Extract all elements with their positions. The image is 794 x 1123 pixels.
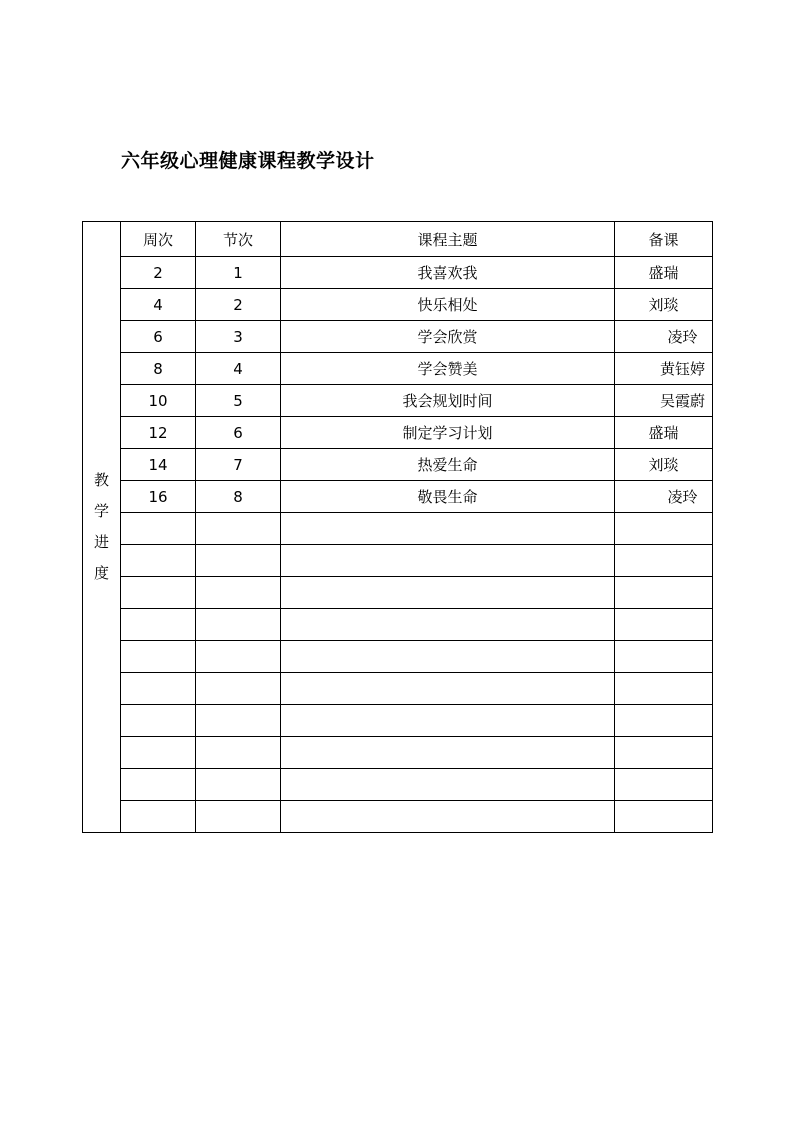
empty-cell [121, 609, 196, 641]
cell-week: 2 [121, 257, 196, 289]
cell-week: 12 [121, 417, 196, 449]
empty-cell [196, 705, 281, 737]
empty-cell [121, 705, 196, 737]
empty-cell [615, 769, 713, 801]
empty-cell [121, 641, 196, 673]
table-row [83, 481, 713, 513]
empty-cell [281, 705, 615, 737]
header-lesson: 节次 [196, 222, 281, 257]
cell-teacher: 凌玲 [615, 321, 713, 353]
empty-cell [281, 801, 615, 833]
table-row [83, 417, 713, 449]
cell-lesson: 1 [196, 257, 281, 289]
empty-cell [281, 737, 615, 769]
empty-row [83, 577, 713, 609]
cell-lesson: 7 [196, 449, 281, 481]
side-label: 教学进度 [93, 471, 109, 582]
teaching-schedule-table [82, 221, 713, 833]
table-header-row [83, 222, 713, 257]
cell-teacher: 刘琰 [615, 289, 713, 321]
empty-row [83, 545, 713, 577]
empty-cell [121, 737, 196, 769]
empty-row [83, 673, 713, 705]
empty-cell [121, 577, 196, 609]
empty-row [83, 705, 713, 737]
empty-cell [196, 769, 281, 801]
cell-teacher: 吴霞蔚 [615, 385, 713, 417]
empty-cell [281, 769, 615, 801]
cell-week: 4 [121, 289, 196, 321]
header-teacher: 备课 [615, 222, 713, 257]
cell-topic: 学会赞美 [281, 353, 615, 385]
empty-cell [281, 609, 615, 641]
table-row [83, 257, 713, 289]
empty-cell [281, 577, 615, 609]
document-title: 六年级心理健康课程教学设计 [121, 150, 375, 172]
cell-week: 6 [121, 321, 196, 353]
empty-cell [615, 609, 713, 641]
empty-cell [281, 545, 615, 577]
table-row [83, 385, 713, 417]
empty-cell [196, 641, 281, 673]
cell-teacher: 刘琰 [615, 449, 713, 481]
cell-topic: 我喜欢我 [281, 257, 615, 289]
cell-week: 8 [121, 353, 196, 385]
cell-topic: 敬畏生命 [281, 481, 615, 513]
cell-topic: 热爱生命 [281, 449, 615, 481]
empty-cell [196, 609, 281, 641]
empty-cell [615, 577, 713, 609]
empty-cell [196, 673, 281, 705]
cell-lesson: 2 [196, 289, 281, 321]
empty-cell [615, 801, 713, 833]
empty-cell [121, 801, 196, 833]
empty-cell [615, 545, 713, 577]
empty-cell [196, 737, 281, 769]
empty-cell [615, 673, 713, 705]
table-row [83, 353, 713, 385]
empty-cell [281, 513, 615, 545]
cell-lesson: 3 [196, 321, 281, 353]
empty-row [83, 641, 713, 673]
header-topic: 课程主题 [281, 222, 615, 257]
table-row [83, 289, 713, 321]
cell-week: 10 [121, 385, 196, 417]
empty-row [83, 737, 713, 769]
header-week: 周次 [121, 222, 196, 257]
empty-cell [615, 641, 713, 673]
cell-teacher: 盛瑞 [615, 417, 713, 449]
empty-cell [196, 577, 281, 609]
empty-row [83, 609, 713, 641]
empty-row [83, 769, 713, 801]
cell-topic: 制定学习计划 [281, 417, 615, 449]
cell-topic: 学会欣赏 [281, 321, 615, 353]
empty-cell [615, 705, 713, 737]
empty-cell [121, 513, 196, 545]
cell-lesson: 6 [196, 417, 281, 449]
cell-topic: 我会规划时间 [281, 385, 615, 417]
cell-teacher: 盛瑞 [615, 257, 713, 289]
empty-cell [121, 769, 196, 801]
cell-lesson: 8 [196, 481, 281, 513]
cell-teacher: 黄钰婷 [615, 353, 713, 385]
empty-cell [281, 641, 615, 673]
empty-cell [615, 737, 713, 769]
empty-cell [196, 545, 281, 577]
empty-cell [121, 673, 196, 705]
empty-cell [615, 513, 713, 545]
cell-lesson: 5 [196, 385, 281, 417]
empty-cell [196, 513, 281, 545]
table-row [83, 321, 713, 353]
cell-topic: 快乐相处 [281, 289, 615, 321]
empty-row [83, 513, 713, 545]
empty-cell [196, 801, 281, 833]
side-label-cell [83, 222, 121, 833]
cell-week: 16 [121, 481, 196, 513]
empty-row [83, 801, 713, 833]
empty-cell [121, 545, 196, 577]
table-row [83, 449, 713, 481]
cell-lesson: 4 [196, 353, 281, 385]
cell-teacher: 凌玲 [615, 481, 713, 513]
cell-week: 14 [121, 449, 196, 481]
empty-cell [281, 673, 615, 705]
